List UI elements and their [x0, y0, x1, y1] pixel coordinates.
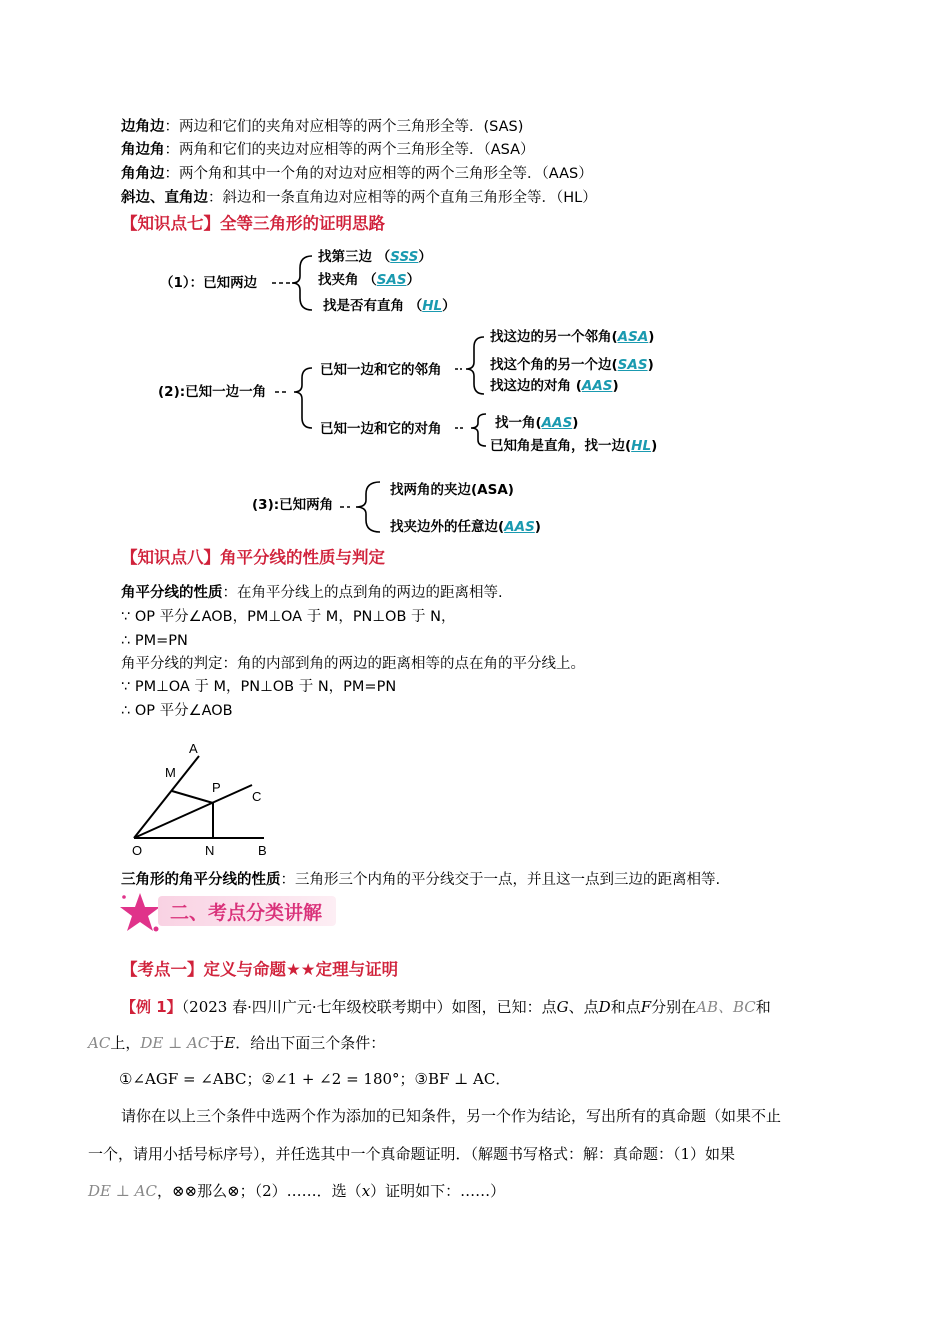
example-text: ）证明如下：……）	[370, 1182, 506, 1200]
bisector-judgement: 角平分线的判定：角的内部到角的两边的距离相等的点在角的平分线上。	[121, 656, 585, 672]
triangle-bisector-property	[121, 870, 720, 890]
tree1-item	[318, 248, 432, 266]
tree-item-close: )	[651, 438, 658, 454]
tree1-item	[323, 297, 456, 315]
tree-item-text: 找这边的另一个邻角(	[490, 329, 618, 345]
tree-link[interactable]: SSS	[390, 249, 419, 265]
point-g: G	[556, 998, 569, 1016]
label-p: P	[212, 780, 221, 795]
example-conditions: ①∠AGF = ∠ABC；②∠1 + ∠2 = 180°；③BF ⊥ AC．	[119, 1070, 511, 1088]
criterion-text: ：两角和它们的夹边对应相等的两个三角形全等．（ASA）	[164, 142, 535, 158]
tree-item-text: 找一角(	[495, 415, 542, 431]
star-icon	[116, 891, 164, 935]
tree-item-text: 找夹角 （	[318, 272, 377, 288]
example-text: （2023 春·四川广元·七年级校联考期中）如图，已知：点	[181, 998, 557, 1016]
example-text: 于	[209, 1034, 225, 1052]
tree-link[interactable]: AAS	[504, 519, 535, 535]
tree2-item	[490, 356, 654, 374]
label-b: B	[258, 843, 267, 858]
triangle-bisector-text: ：三角形三个内角的平分线交于一点，并且这一点到三边的距离相等.	[280, 872, 721, 888]
tree-item-text: 找这边的对角 (	[490, 378, 582, 394]
example-para-3	[88, 1180, 505, 1202]
tree-item-close: ）	[442, 298, 456, 314]
tree-item-text: 找两角的夹边(ASA)	[390, 482, 514, 498]
example-intro-line	[121, 996, 771, 1018]
criterion-text: ：两边和它们的夹角对应相等的两个三角形全等．(SAS)	[164, 119, 524, 135]
criterion-term: 角角边	[121, 166, 165, 182]
tree2-root: (2):已知一边一角	[158, 384, 267, 400]
kp7-heading: 【知识点七】全等三角形的证明思路	[121, 214, 385, 233]
example-text: 分别在	[651, 998, 697, 1016]
tree-item-text: 找第三边 （	[318, 249, 391, 265]
criterion-term: 边角边	[121, 119, 165, 135]
label-c: C	[252, 789, 262, 804]
example-line-2	[88, 1032, 385, 1054]
tree2-mid1: 已知一边和它的邻角	[320, 362, 442, 378]
tree-link[interactable]: AAS	[581, 378, 613, 394]
tree2-item	[490, 328, 654, 346]
tree-item-close: ）	[406, 272, 421, 288]
tree-item-close: )	[648, 329, 655, 345]
bisector-property-text: ：在角平分线上的点到角的两边的距离相等.	[222, 585, 503, 601]
tree3-item	[390, 481, 514, 499]
triangle-bisector-term: 三角形的角平分线的性质	[121, 872, 281, 888]
tree-item-text: 已知角是直角，找一边(	[490, 438, 632, 454]
bisector-property-term: 角平分线的性质	[121, 585, 223, 601]
kp8-heading: 【知识点八】角平分线的性质与判定	[121, 548, 385, 567]
tree-link[interactable]: HL	[631, 438, 652, 454]
tree-link[interactable]: HL	[422, 298, 443, 314]
example-para-1: 请你在以上三个条件中选两个作为添加的已知条件，另一个作为结论，写出所有的真命题（如果不止	[121, 1107, 782, 1125]
example-text: 、点	[568, 998, 599, 1016]
ray-oc	[134, 785, 252, 838]
criterion-term: 斜边、直角边	[121, 190, 208, 206]
label-o: O	[132, 843, 143, 858]
kd1-heading: 【考点一】定义与命题★★定理与证明	[121, 960, 399, 979]
example-text: 和	[755, 998, 771, 1016]
bisector-property	[121, 583, 503, 603]
bisector-given: ∵ OP 平分∠AOB，PM⊥OA 于 M，PN⊥OB 于 N，	[121, 609, 456, 625]
tree2-item	[495, 414, 578, 432]
tree2-mid2: 已知一边和它的对角	[320, 421, 442, 437]
bisector-judge-conclusion: ∴ OP 平分∠AOB	[121, 703, 233, 719]
segment-ac: AC	[88, 1034, 111, 1052]
example-text: 和点	[610, 998, 641, 1016]
tree-item-text: 找是否有直角 （	[323, 298, 423, 314]
variable-x: x	[361, 1182, 371, 1200]
expr-de-perp-ac: DE ⊥ AC	[140, 1034, 210, 1052]
tree2-item	[490, 437, 657, 455]
example-text: ．给出下面三个条件：	[235, 1034, 386, 1052]
tree-item-close: ）	[418, 249, 432, 265]
point-f: F	[640, 998, 652, 1016]
tree-item-text: 找这个角的另一个边(	[490, 357, 618, 373]
criterion-term: 角边角	[121, 142, 165, 158]
tree-item-close: )	[572, 415, 579, 431]
tree1-root: （1）：已知两边	[160, 275, 258, 291]
segments-ab-bc: AB、BC	[696, 998, 756, 1016]
tree3-root: (3):已知两角	[252, 497, 334, 513]
section2-title: 二、考点分类讲解	[170, 902, 323, 924]
tree-item-close: )	[612, 378, 619, 394]
tree-item-close: )	[534, 519, 541, 535]
example-para-2: 一个，请用小括号标序号），并任选其中一个真命题证明．（解题书写格式：解：真命题：（1）如果	[88, 1145, 736, 1163]
tree-item-close: )	[647, 357, 654, 373]
example-label: 【例 1】	[121, 998, 182, 1016]
tree-link[interactable]: ASA	[617, 329, 649, 345]
tree1-item	[318, 271, 420, 289]
tree-link[interactable]: AAS	[541, 415, 573, 431]
criterion-text: ：斜边和一条直角边对应相等的两个直角三角形全等．（HL）	[208, 190, 597, 206]
label-n: N	[205, 843, 215, 858]
tree3-item	[390, 518, 541, 536]
example-text: 上，	[110, 1034, 141, 1052]
bisector-judge-given: ∵ PM⊥OA 于 M，PN⊥OB 于 N，PM=PN	[121, 679, 397, 695]
tree-brackets	[0, 0, 950, 560]
point-d: D	[598, 998, 611, 1016]
bisector-conclusion: ∴ PM=PN	[121, 633, 188, 649]
criterion-text: ：两个角和其中一个角的对边对应相等的两个三角形全等．（AAS）	[164, 166, 593, 182]
example-text: ，⊗⊗那么⊗；（2）……．选（	[156, 1182, 362, 1200]
label-a: A	[189, 741, 198, 756]
tree2-item	[490, 377, 619, 395]
tree-link[interactable]: SAS	[617, 357, 648, 373]
segment-pm	[172, 791, 213, 803]
label-m: M	[165, 765, 176, 780]
tree-item-text: 找夹边外的任意边(	[390, 519, 505, 535]
expr-de-perp-ac: DE ⊥ AC	[88, 1182, 157, 1200]
point-e: E	[224, 1034, 236, 1052]
tree-link[interactable]: SAS	[376, 272, 407, 288]
